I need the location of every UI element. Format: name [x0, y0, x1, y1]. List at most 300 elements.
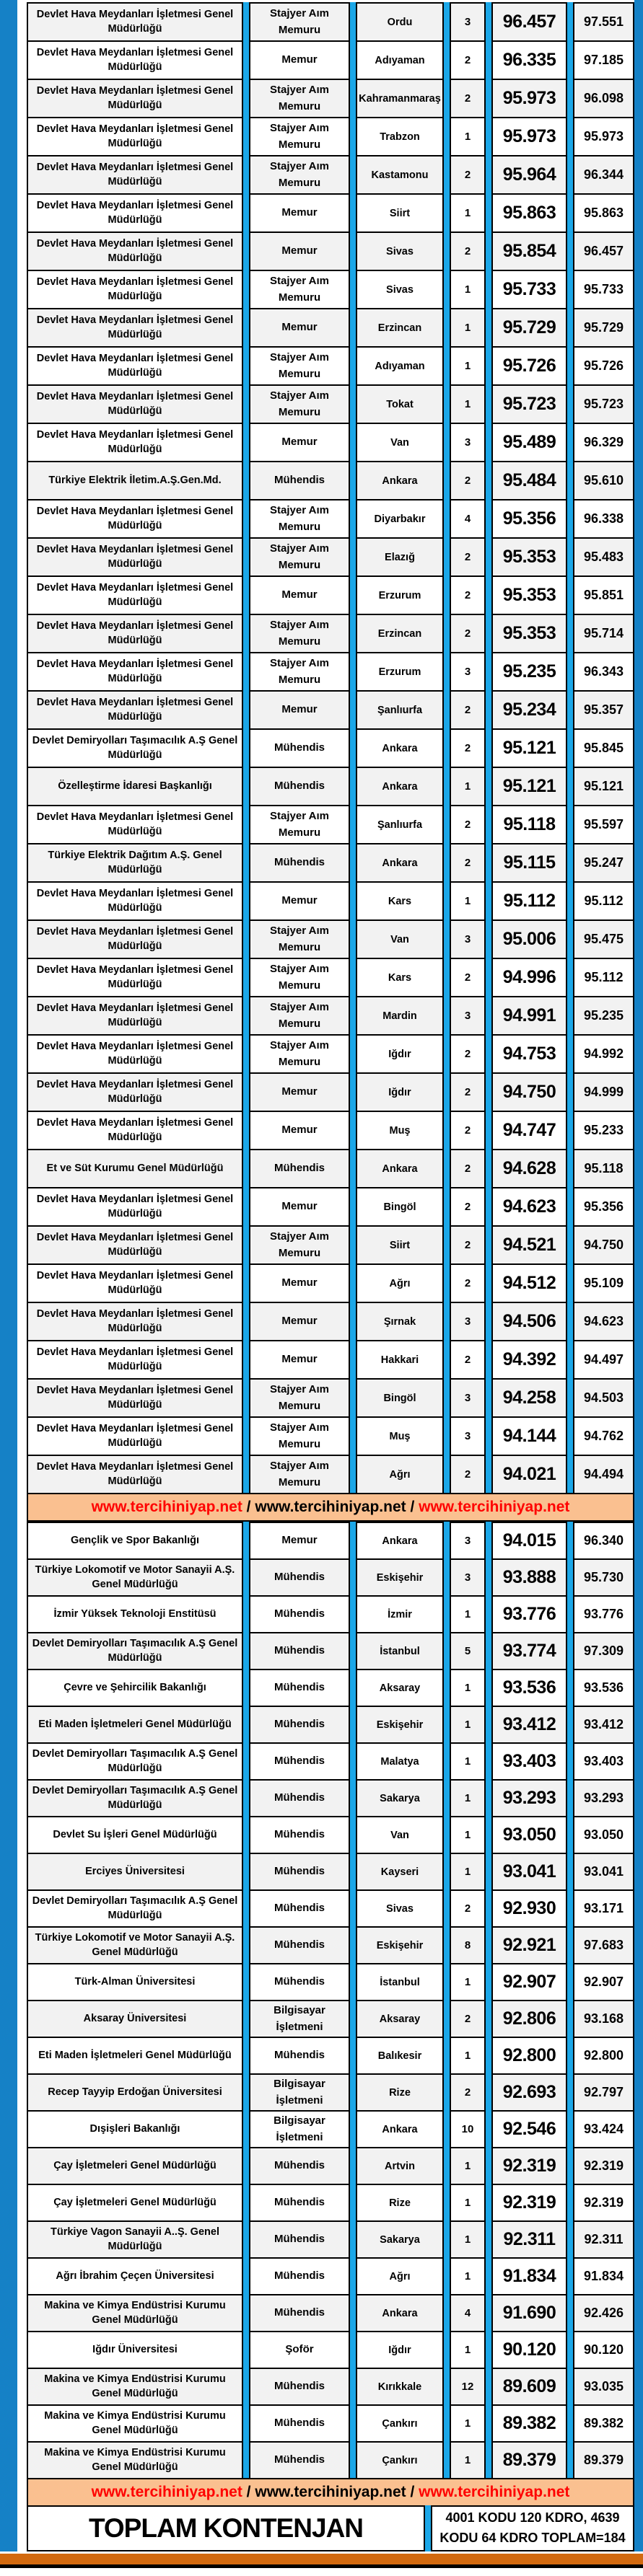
- quota-count-cell: [450, 346, 486, 386]
- quota-count-cell: [450, 2000, 486, 2038]
- quota-count-value: 1: [464, 1792, 471, 1804]
- institution-label: Devlet Demiryolları Taşımacılık A.Ş Genel Müdürlüğü: [32, 1785, 238, 1811]
- quota-count-cell: [450, 2220, 486, 2259]
- city-cell: [356, 2110, 444, 2148]
- max-score-cell: [573, 767, 634, 806]
- max-score-value: 97.185: [583, 53, 624, 67]
- table-row: [27, 2257, 634, 2295]
- min-score-value: 89.379: [502, 2450, 556, 2470]
- institution-cell: [27, 1853, 243, 1891]
- min-score-value: 92.546: [502, 2119, 556, 2139]
- city-label: İstanbul: [380, 1976, 420, 1988]
- max-score-cell: [573, 919, 634, 959]
- quota-count-cell: [450, 1853, 486, 1891]
- max-score-cell: [573, 2294, 634, 2332]
- min-score-cell: [491, 1111, 567, 1150]
- city-label: Van: [390, 933, 409, 945]
- institution-cell: [27, 575, 243, 615]
- table-row: [27, 958, 634, 997]
- city-cell: [356, 1742, 444, 1781]
- min-score-cell: [491, 384, 567, 424]
- city-cell: [356, 2404, 444, 2443]
- institution-cell: [27, 193, 243, 233]
- max-score-value: 96.098: [583, 91, 624, 105]
- institution-label: Devlet Hava Meydanları İşletmesi Genel Müdürlüğü: [36, 1117, 234, 1143]
- quota-count-value: 2: [464, 1902, 471, 1915]
- position-cell: [249, 1522, 350, 1560]
- city-cell: [356, 2331, 444, 2369]
- institution-label: Türkiye Lokomotif ve Motor Sanayii A.Ş. Genel Müdürlüğü: [35, 1564, 235, 1590]
- quota-count-cell: [450, 958, 486, 997]
- position-cell: [249, 996, 350, 1036]
- quota-count-cell: [450, 1149, 486, 1188]
- city-cell: [356, 1378, 444, 1418]
- city-label: Eskişehir: [376, 1571, 424, 1584]
- table-row: [27, 1340, 634, 1380]
- quota-count-value: 2: [464, 1086, 471, 1098]
- max-score-value: 96.338: [583, 511, 624, 526]
- institution-cell: [27, 1522, 243, 1560]
- institution-label: Devlet Hava Meydanları İşletmesi Genel Müdürlüğü: [36, 926, 234, 952]
- institution-cell: [27, 1669, 243, 1707]
- quota-count-value: 1: [464, 2454, 471, 2466]
- position-label: Memur: [281, 321, 318, 334]
- position-cell: [249, 1595, 350, 1633]
- quota-count-cell: [450, 1742, 486, 1781]
- position-cell: [249, 1779, 350, 1817]
- city-label: Muş: [389, 1124, 411, 1137]
- min-score-cell: [491, 2, 567, 42]
- institution-label: Devlet Hava Meydanları İşletmesi Genel Müdürlüğü: [36, 1232, 234, 1258]
- position-label: Mühendis: [274, 2380, 325, 2393]
- min-score-value: 93.774: [502, 1641, 556, 1661]
- institution-cell: [27, 1632, 243, 1670]
- city-cell: [356, 384, 444, 424]
- quota-count-value: 10: [461, 2123, 474, 2135]
- quota-count-value: 2: [464, 589, 471, 601]
- min-score-value: 93.050: [502, 1825, 556, 1845]
- max-score-cell: [573, 1706, 634, 1744]
- max-score-cell: [573, 2073, 634, 2112]
- max-score-value: 95.973: [583, 129, 624, 144]
- table-row: [27, 1963, 634, 2001]
- min-score-cell: [491, 1853, 567, 1891]
- min-score-cell: [491, 79, 567, 118]
- institution-cell: [27, 117, 243, 156]
- institution-label: Devlet Hava Meydanları İşletmesi Genel Müdürlüğü: [36, 964, 234, 990]
- min-score-cell: [491, 690, 567, 730]
- position-label: Mühendis: [274, 2049, 325, 2062]
- table-row: [27, 308, 634, 348]
- quota-count-cell: [450, 1779, 486, 1817]
- max-score-value: 93.171: [583, 1901, 624, 1915]
- city-label: Adıyaman: [375, 360, 425, 372]
- min-score-value: 95.863: [502, 203, 556, 223]
- table-row: [27, 575, 634, 615]
- min-score-value: 94.144: [502, 1426, 556, 1446]
- institution-label: Recep Tayyip Erdoğan Üniversitesi: [48, 2086, 222, 2098]
- quota-count-value: 3: [464, 436, 471, 449]
- quota-count-value: 1: [464, 2233, 471, 2246]
- max-score-cell: [573, 728, 634, 768]
- city-cell: [356, 117, 444, 156]
- institution-label: Devlet Hava Meydanları İşletmesi Genel Müdürlüğü: [36, 85, 234, 111]
- institution-cell: [27, 2220, 243, 2259]
- min-score-cell: [491, 2257, 567, 2295]
- table-row: [27, 1416, 634, 1456]
- position-cell: [249, 1187, 350, 1227]
- city-cell: [356, 652, 444, 692]
- max-score-value: 96.343: [583, 664, 624, 679]
- max-score-cell: [573, 461, 634, 500]
- max-score-value: 91.834: [583, 2269, 624, 2283]
- left-blue-band: [0, 0, 17, 2551]
- max-score-value: 94.623: [583, 1314, 624, 1328]
- quota-count-cell: [450, 1302, 486, 1341]
- table-row: [27, 919, 634, 959]
- max-score-value: 95.610: [583, 473, 624, 488]
- city-cell: [356, 423, 444, 462]
- quota-count-cell: [450, 2331, 486, 2369]
- table-row: [27, 996, 634, 1036]
- max-score-value: 90.120: [583, 2342, 624, 2357]
- city-cell: [356, 1558, 444, 1597]
- max-score-value: 95.714: [583, 626, 624, 640]
- max-score-cell: [573, 2184, 634, 2222]
- table-row: [27, 117, 634, 156]
- quota-count-cell: [450, 155, 486, 195]
- max-score-cell: [573, 1225, 634, 1265]
- min-score-cell: [491, 2110, 567, 2148]
- quota-count-cell: [450, 2184, 486, 2222]
- city-cell: [356, 2368, 444, 2406]
- position-label: Stajyer Aım Memuru: [270, 1460, 329, 1488]
- quota-count-cell: [450, 1926, 486, 1964]
- max-score-value: 96.340: [583, 1533, 624, 1548]
- city-cell: [356, 996, 444, 1036]
- city-label: Eskişehir: [376, 1939, 424, 1951]
- city-cell: [356, 958, 444, 997]
- institution-cell: [27, 537, 243, 577]
- min-score-cell: [491, 1034, 567, 1074]
- min-score-cell: [491, 40, 567, 80]
- institution-label: Devlet Hava Meydanları İşletmesi Genel Müdürlüğü: [36, 1423, 234, 1449]
- min-score-cell: [491, 499, 567, 539]
- table-row: [27, 1889, 634, 1928]
- quota-count-cell: [450, 1455, 486, 1494]
- institution-cell: [27, 1926, 243, 1964]
- max-score-value: 95.723: [583, 397, 624, 411]
- position-label: Memur: [281, 1534, 318, 1547]
- institution-cell: [27, 1225, 243, 1265]
- city-label: Kahramanmaraş: [359, 92, 441, 105]
- min-score-cell: [491, 1558, 567, 1597]
- max-score-value: 94.999: [583, 1085, 624, 1099]
- city-label: Aksaray: [379, 1682, 421, 1694]
- institution-label: Devlet Hava Meydanları İşletmesi Genel Müdürlüğü: [36, 123, 234, 149]
- position-cell: [249, 1416, 350, 1456]
- min-score-value: 95.726: [502, 356, 556, 376]
- max-score-value: 92.800: [583, 2048, 624, 2063]
- institution-cell: [27, 1034, 243, 1074]
- institution-label: Devlet Demiryolları Taşımacılık A.Ş Genel Müdürlüğü: [32, 1895, 238, 1921]
- banner-url-3: www.tercihiniyap.net: [419, 2484, 570, 2500]
- institution-label: Devlet Hava Meydanları İşletmesi Genel Müdürlüğü: [36, 811, 234, 837]
- min-score-value: 92.806: [502, 2008, 556, 2029]
- quota-count-cell: [450, 1416, 486, 1456]
- min-score-value: 95.121: [502, 738, 556, 758]
- min-score-cell: [491, 843, 567, 883]
- table-row: [27, 1302, 634, 1341]
- table-row: [27, 2037, 634, 2075]
- position-cell: [249, 767, 350, 806]
- quota-count-value: 1: [464, 2344, 471, 2356]
- city-label: Mardin: [382, 1010, 417, 1022]
- institution-label: Gençlik ve Spor Bakanlığı: [70, 1534, 200, 1546]
- position-cell: [249, 499, 350, 539]
- city-cell: [356, 2441, 444, 2479]
- min-score-value: 95.973: [502, 88, 556, 108]
- institution-label: Makina ve Kimya Endüstrisi Kurumu Genel Müdürlüğü: [44, 2447, 226, 2473]
- city-label: Ankara: [382, 1535, 418, 1547]
- city-label: Ağrı: [389, 1468, 411, 1481]
- max-score-value: 92.319: [583, 2195, 624, 2210]
- city-cell: [356, 1779, 444, 1817]
- position-label: Bilgisayar İşletmeni: [274, 2078, 325, 2107]
- institution-label: Türkiye Elektrik İletim.A.Ş.Gen.Md.: [48, 474, 222, 486]
- institution-cell: [27, 40, 243, 80]
- institution-cell: [27, 2184, 243, 2222]
- city-cell: [356, 40, 444, 80]
- min-score-value: 92.921: [502, 1935, 556, 1955]
- table-row: [27, 1816, 634, 1854]
- institution-cell: [27, 1149, 243, 1188]
- max-score-value: 94.992: [583, 1046, 624, 1061]
- city-label: Ağrı: [389, 2270, 411, 2282]
- city-label: Van: [390, 1829, 409, 1841]
- max-score-value: 93.050: [583, 1827, 624, 1842]
- position-label: Stajyer Aım Memuru: [270, 1039, 329, 1068]
- min-score-value: 93.041: [502, 1861, 556, 1882]
- city-label: Van: [390, 436, 409, 449]
- position-label: Mühendis: [274, 1902, 325, 1915]
- city-label: Eskişehir: [376, 1719, 424, 1731]
- city-label: Iğdır: [388, 1086, 411, 1098]
- table-row: [27, 1742, 634, 1781]
- quota-count-cell: [450, 1340, 486, 1380]
- institution-label: Devlet Hava Meydanları İşletmesi Genel Müdürlüğü: [36, 620, 234, 646]
- city-cell: [356, 1455, 444, 1494]
- quota-count-value: 1: [464, 1829, 471, 1841]
- quota-count-value: 3: [464, 1430, 471, 1442]
- institution-cell: [27, 767, 243, 806]
- city-cell: [356, 79, 444, 118]
- city-cell: [356, 1149, 444, 1188]
- city-label: Adıyaman: [375, 54, 425, 66]
- max-score-cell: [573, 1416, 634, 1456]
- max-score-value: 95.475: [583, 932, 624, 946]
- min-score-cell: [491, 1742, 567, 1781]
- quota-count-value: 3: [464, 1010, 471, 1022]
- max-score-value: 93.424: [583, 2122, 624, 2136]
- max-score-value: 95.483: [583, 550, 624, 564]
- table-row: [27, 881, 634, 921]
- table-row: [27, 231, 634, 271]
- min-score-value: 89.609: [502, 2376, 556, 2396]
- quota-count-cell: [450, 805, 486, 844]
- city-label: İstanbul: [380, 1645, 420, 1657]
- min-score-cell: [491, 2037, 567, 2075]
- min-score-cell: [491, 231, 567, 271]
- position-cell: [249, 728, 350, 768]
- max-score-value: 94.750: [583, 1238, 624, 1252]
- quota-count-cell: [450, 2110, 486, 2148]
- quota-count-value: 1: [464, 1608, 471, 1620]
- city-label: Tokat: [386, 398, 414, 410]
- institution-cell: [27, 1111, 243, 1150]
- city-cell: [356, 270, 444, 309]
- quota-count-cell: [450, 270, 486, 309]
- position-label: Mühendis: [274, 1865, 325, 1878]
- institution-label: Devlet Hava Meydanları İşletmesi Genel Müdürlüğü: [36, 697, 234, 723]
- max-score-value: 89.379: [583, 2453, 624, 2467]
- position-label: Stajyer Aım Memuru: [270, 122, 329, 151]
- min-score-cell: [491, 2294, 567, 2332]
- city-label: Sivas: [386, 283, 414, 296]
- table-row: [27, 1111, 634, 1150]
- institution-label: Devlet Hava Meydanları İşletmesi Genel Müdürlüğü: [36, 9, 234, 35]
- min-score-cell: [491, 919, 567, 959]
- quota-count-value: 1: [464, 895, 471, 907]
- min-score-value: 95.235: [502, 661, 556, 682]
- city-label: Siirt: [389, 1239, 411, 1251]
- max-score-cell: [573, 1742, 634, 1781]
- max-score-cell: [573, 2000, 634, 2038]
- quota-count-cell: [450, 1034, 486, 1074]
- city-cell: [356, 155, 444, 195]
- quota-count-cell: [450, 499, 486, 539]
- quota-count-value: 2: [464, 551, 471, 563]
- institution-label: Erciyes Üniversitesi: [85, 1865, 185, 1877]
- city-label: Kars: [388, 895, 412, 907]
- institution-label: Devlet Hava Meydanları İşletmesi Genel Müdürlüğü: [36, 1194, 234, 1219]
- institution-cell: [27, 652, 243, 692]
- institution-label: Devlet Hava Meydanları İşletmesi Genel Müdürlüğü: [36, 1346, 234, 1372]
- position-cell: [249, 1340, 350, 1380]
- quota-count-cell: [450, 996, 486, 1036]
- table-row: [27, 2000, 634, 2038]
- max-score-cell: [573, 614, 634, 653]
- institution-cell: [27, 1779, 243, 1817]
- table-row: [27, 1632, 634, 1670]
- tercihiniyap-banner: [27, 2478, 634, 2507]
- position-cell: [249, 1926, 350, 1964]
- max-score-cell: [573, 2, 634, 42]
- city-label: Kastamonu: [371, 169, 429, 181]
- quota-count-value: 1: [464, 398, 471, 410]
- min-score-cell: [491, 1779, 567, 1817]
- city-cell: [356, 1225, 444, 1265]
- position-label: Stajyer Aım Memuru: [270, 84, 329, 113]
- quota-count-value: 2: [464, 54, 471, 66]
- quota-count-cell: [450, 919, 486, 959]
- city-label: Iğdır: [388, 1048, 411, 1060]
- position-label: Memur: [281, 1315, 318, 1328]
- city-label: Sivas: [386, 1902, 414, 1915]
- institution-label: Devlet Hava Meydanları İşletmesi Genel Müdürlüğü: [36, 391, 234, 417]
- min-score-value: 92.907: [502, 1972, 556, 1992]
- quota-count-cell: [450, 231, 486, 271]
- max-score-cell: [573, 2441, 634, 2479]
- min-score-cell: [491, 1455, 567, 1494]
- quota-count-value: 1: [464, 2270, 471, 2282]
- table-row: [27, 40, 634, 80]
- institution-label: Devlet Demiryolları Taşımacılık A.Ş Genel Müdürlüğü: [32, 1748, 238, 1774]
- city-cell: [356, 2257, 444, 2295]
- position-label: Memur: [281, 588, 318, 601]
- max-score-cell: [573, 2220, 634, 2259]
- quota-count-value: 2: [464, 819, 471, 831]
- table-row: [27, 1187, 634, 1227]
- position-cell: [249, 79, 350, 118]
- min-score-value: 95.234: [502, 700, 556, 720]
- position-label: Memur: [281, 1276, 318, 1289]
- max-score-cell: [573, 1111, 634, 1150]
- quota-count-cell: [450, 652, 486, 692]
- institution-cell: [27, 461, 243, 500]
- max-score-cell: [573, 1853, 634, 1891]
- table-section-upper: [27, 2, 634, 1494]
- min-score-value: 93.776: [502, 1604, 556, 1624]
- min-score-value: 95.489: [502, 432, 556, 452]
- max-score-value: 95.726: [583, 358, 624, 373]
- quota-count-cell: [450, 1669, 486, 1707]
- quota-count-cell: [450, 1378, 486, 1418]
- position-cell: [249, 2000, 350, 2038]
- position-cell: [249, 1669, 350, 1707]
- institution-cell: [27, 1558, 243, 1597]
- quota-count-cell: [450, 1595, 486, 1633]
- min-score-value: 95.854: [502, 241, 556, 261]
- max-score-cell: [573, 40, 634, 80]
- quota-count-cell: [450, 461, 486, 500]
- city-label: Artvin: [385, 2160, 415, 2172]
- banner-url-2: www.tercihiniyap.net: [255, 1499, 406, 1515]
- city-label: Çankırı: [382, 2454, 418, 2466]
- max-score-cell: [573, 308, 634, 348]
- quota-count-value: 2: [464, 1124, 471, 1137]
- table-content: [27, 0, 634, 2551]
- max-score-cell: [573, 1302, 634, 1341]
- city-label: Rize: [389, 2197, 411, 2209]
- max-score-cell: [573, 652, 634, 692]
- quota-count-cell: [450, 1816, 486, 1854]
- city-label: Bingöl: [383, 1392, 416, 1404]
- min-score-cell: [491, 1149, 567, 1188]
- institution-cell: [27, 1340, 243, 1380]
- min-score-value: 94.512: [502, 1273, 556, 1293]
- max-score-cell: [573, 1926, 634, 1964]
- min-score-cell: [491, 2000, 567, 2038]
- city-label: Bingöl: [383, 1201, 416, 1213]
- max-score-cell: [573, 2257, 634, 2295]
- min-score-value: 96.457: [502, 12, 556, 32]
- min-score-cell: [491, 2404, 567, 2443]
- max-score-cell: [573, 1779, 634, 1817]
- position-cell: [249, 2404, 350, 2443]
- quota-count-cell: [450, 2147, 486, 2185]
- max-score-value: 92.907: [583, 1975, 624, 1989]
